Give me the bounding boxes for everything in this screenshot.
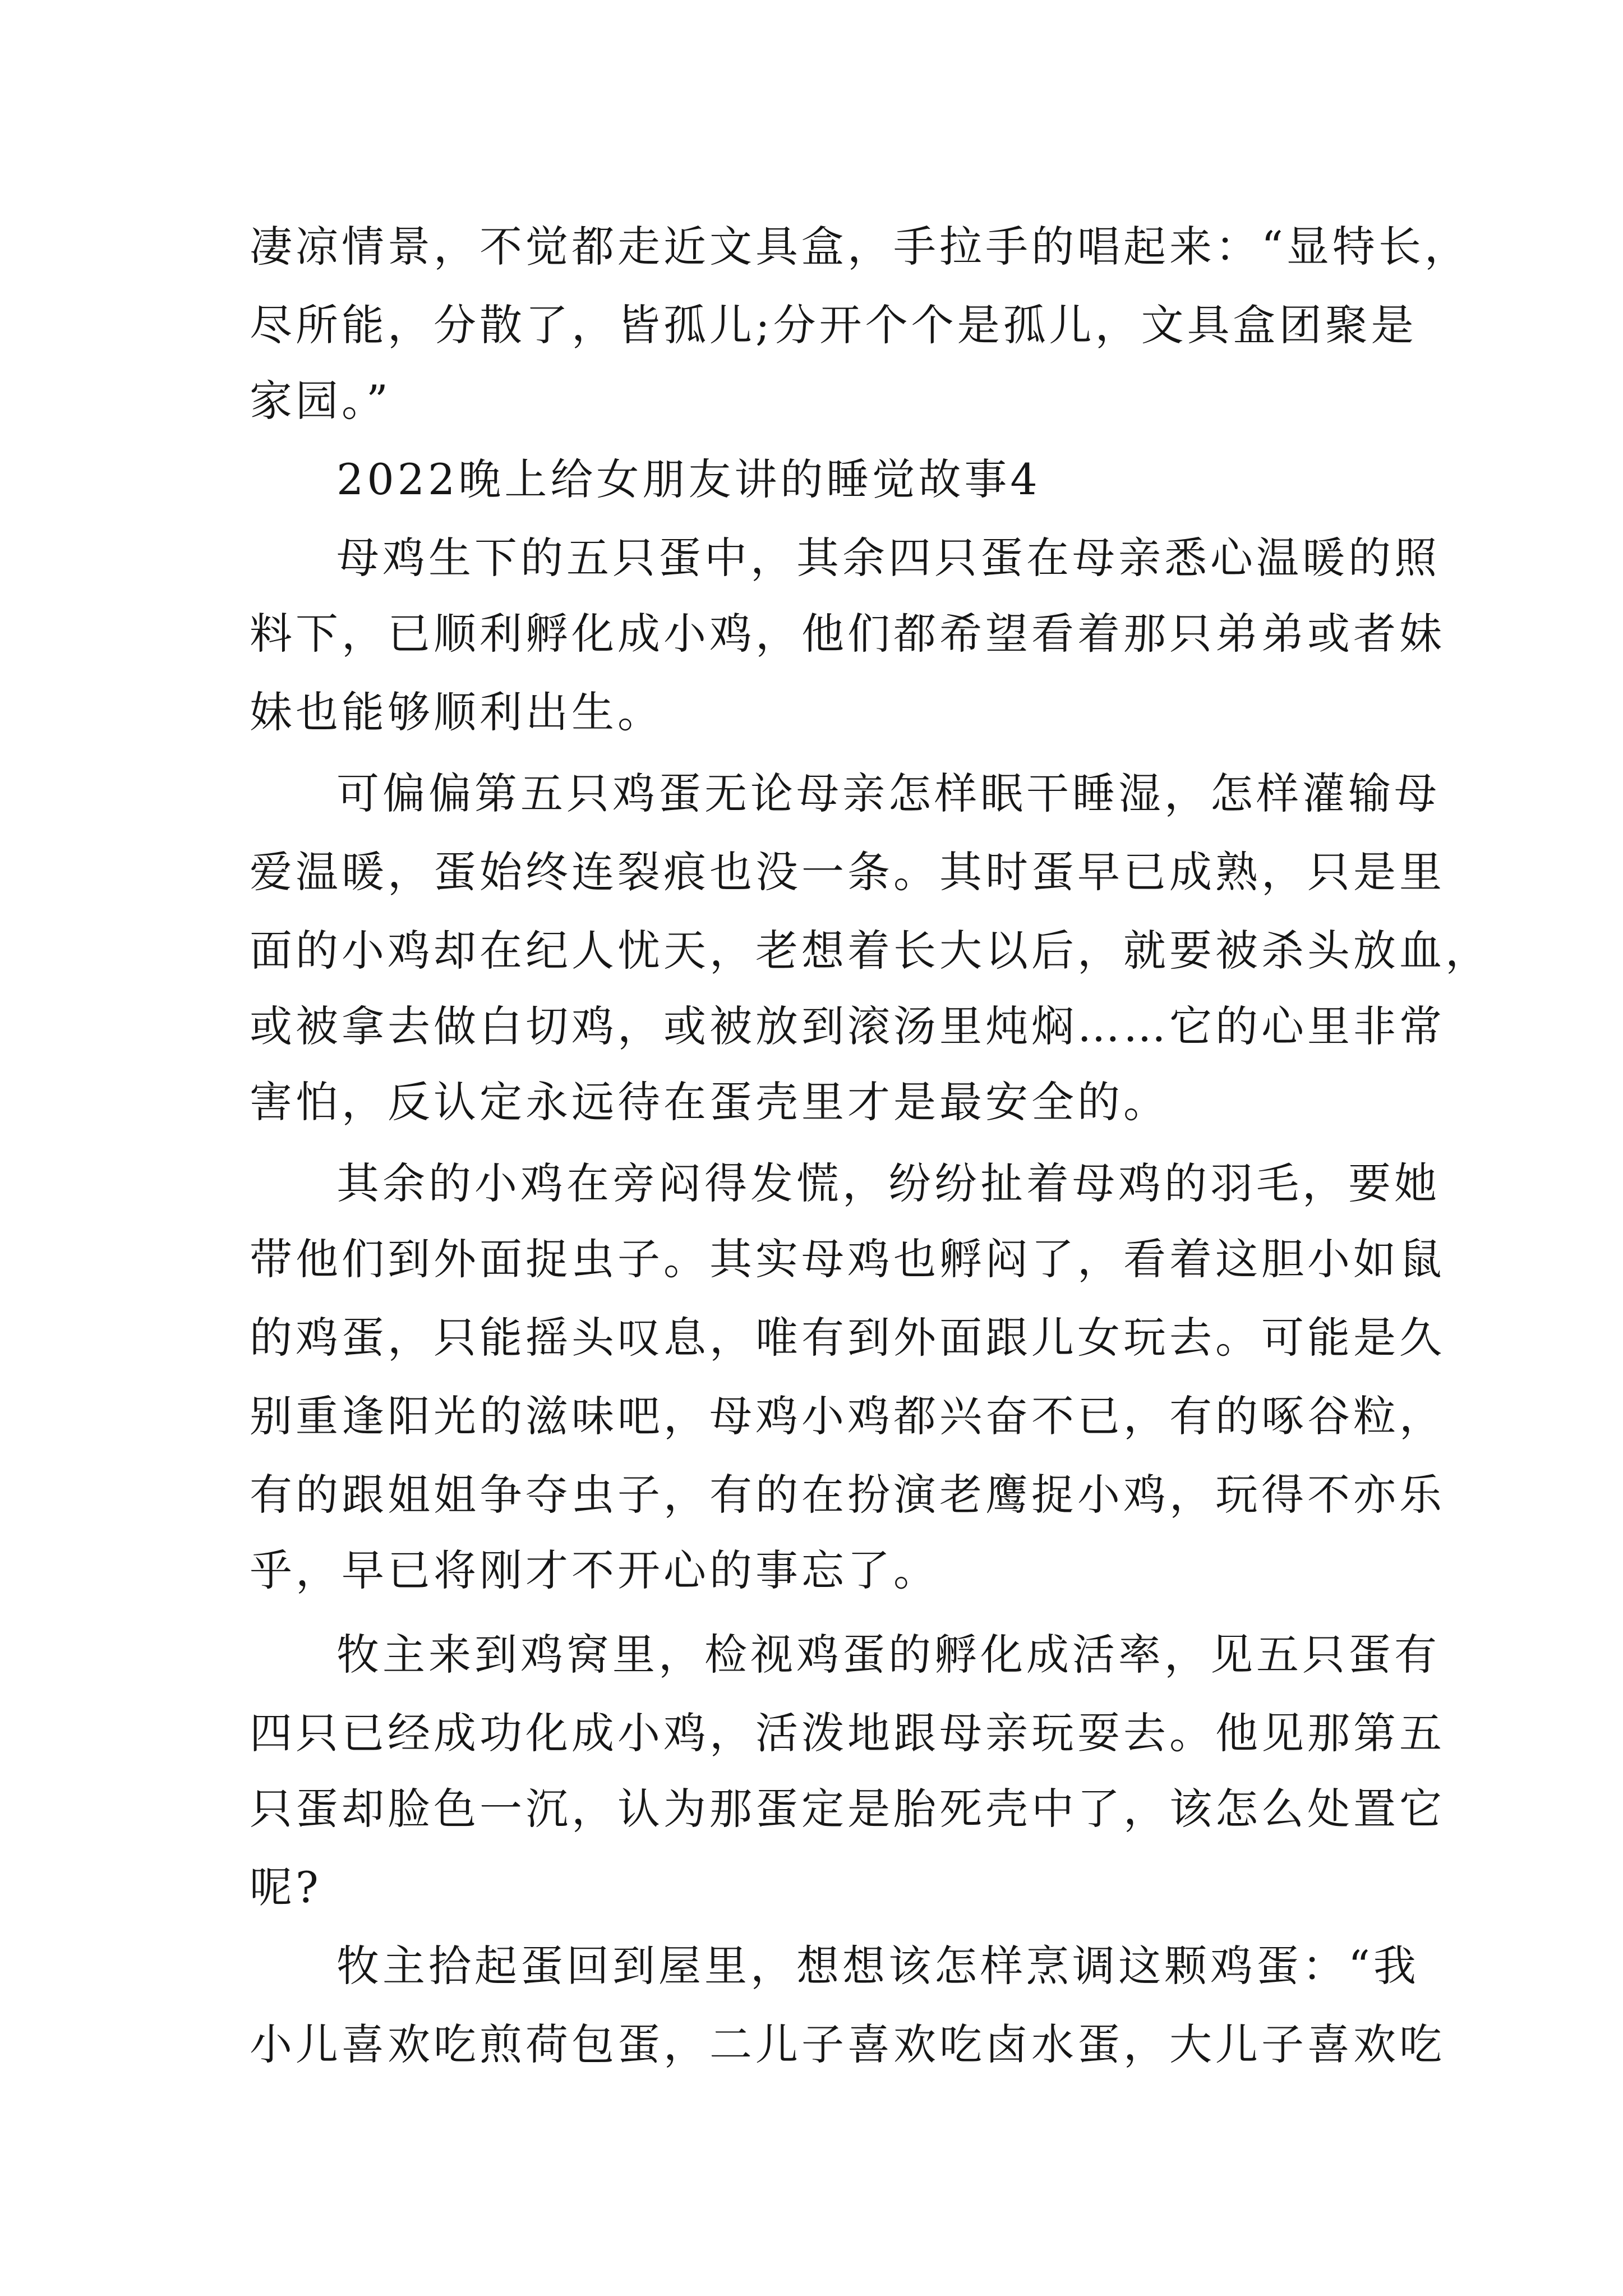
paragraph-line: 面的小鸡却在纪人忧天，老想着长大以后，就要被杀头放血， [250,926,1491,976]
paragraph-line: 的鸡蛋，只能摇头叹息，唯有到外面跟儿女玩去。可能是久 [250,1313,1445,1363]
paragraph-line: 四只已经成功化成小鸡，活泼地跟母亲玩耍去。他见那第五 [250,1708,1445,1758]
paragraph-line: 爱温暖，蛋始终连裂痕也没一条。其时蛋早已成熟，只是里 [250,847,1445,897]
paragraph-line: 只蛋却脸色一沉，认为那蛋定是胎死壳中了，该怎么处置它 [250,1784,1445,1834]
section-heading: 2022晚上给女朋友讲的睡觉故事4 [336,454,1041,504]
paragraph-line: 妹也能够顺利出生。 [250,687,663,737]
paragraph-line: 牧主拾起蛋回到屋里，想想该怎样烹调这颗鸡蛋：“我 [336,1941,1419,1991]
paragraph-line: 害怕，反认定永远待在蛋壳里才是最安全的。 [250,1077,1169,1127]
paragraph-line: 其余的小鸡在旁闷得发慌，纷纷扯着母鸡的羽毛，要她 [336,1158,1440,1208]
paragraph-line: 乎，早已将刚才不开心的事忘了。 [250,1545,939,1595]
paragraph-line: 别重逢阳光的滋味吧，母鸡小鸡都兴奋不已，有的啄谷粒， [250,1391,1445,1441]
paragraph-line: 尽所能，分散了，皆孤儿;分开个个是孤儿，文具盒团聚是 [250,300,1417,350]
paragraph-line: 带他们到外面捉虫子。其实母鸡也孵闷了，看着这胆小如鼠 [250,1234,1445,1284]
paragraph-line: 呢? [250,1862,322,1912]
paragraph-line: 可偏偏第五只鸡蛋无论母亲怎样眠干睡湿，怎样灌输母 [336,769,1440,818]
paragraph-line: 牧主来到鸡窝里，检视鸡蛋的孵化成活率，见五只蛋有 [336,1630,1440,1680]
paragraph-line: 凄凉情景，不觉都走近文具盒，手拉手的唱起来：“显特长， [250,222,1470,272]
paragraph-line: 家园。” [250,376,391,426]
paragraph-line: 小儿喜欢吃煎荷包蛋，二儿子喜欢吃卤水蛋，大儿子喜欢吃 [250,2019,1445,2069]
paragraph-line: 料下，已顺利孵化成小鸡，他们都希望看着那只弟弟或者妹 [250,609,1445,659]
paragraph-line: 母鸡生下的五只蛋中，其余四只蛋在母亲悉心温暖的照 [336,533,1440,583]
paragraph-line: 有的跟姐姐争夺虫子，有的在扮演老鹰捉小鸡，玩得不亦乐 [250,1470,1445,1520]
paragraph-line: 或被拿去做白切鸡，或被放到滚汤里炖焖……它的心里非常 [250,1001,1445,1051]
